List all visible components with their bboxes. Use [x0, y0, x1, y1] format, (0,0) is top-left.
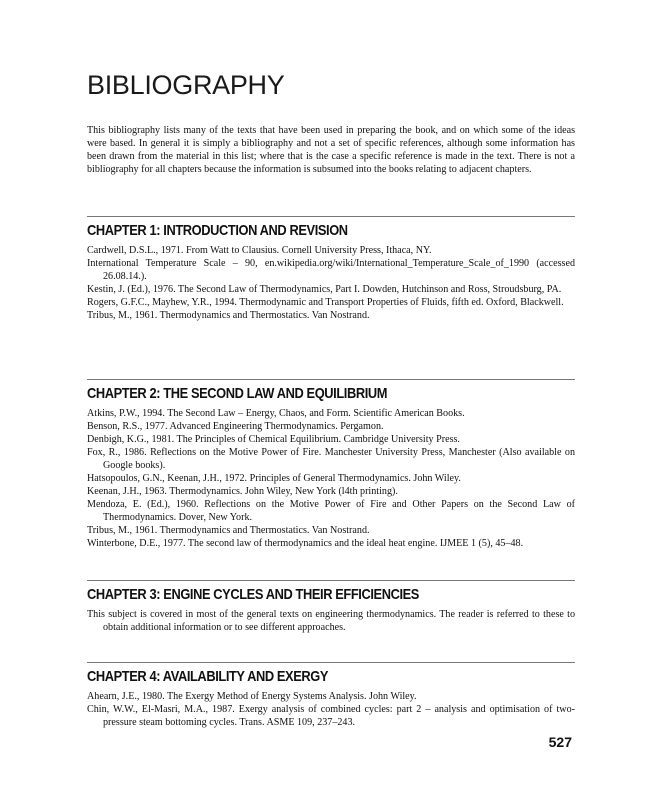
page-title: BIBLIOGRAPHY: [87, 70, 285, 100]
chapter-divider: [87, 379, 575, 380]
chapter-4-section: [87, 662, 575, 729]
reference-list: [87, 244, 575, 322]
chapter-heading: CHAPTER 3: ENGINE CYCLES AND THEIR EFFICIENCIES: [87, 587, 419, 603]
reference-entry: This subject is covered in most of the general texts on engineering thermodynamics. The reader is referred to these to obtain additional information or to see different approaches.: [87, 609, 575, 633]
chapter-divider: [87, 662, 575, 663]
reference-entry: International Temperature Scale – 90, en.wikipedia.org/wiki/International_Temperature_Scale_of_1990 (accessed 26.08.14.).: [87, 258, 575, 282]
chapter-3-section: [87, 580, 575, 634]
reference-list: [87, 690, 575, 729]
chapter-1-section: [87, 216, 575, 322]
reference-entry: Chin, W.W., El-Masri, M.A., 1987. Exergy analysis of combined cycles: part 2 – analysis and optimisation of two-pressure steam bottoming cycles. Trans. ASME 109, 237–243.: [87, 704, 575, 728]
chapter-heading: CHAPTER 1: INTRODUCTION AND REVISION: [87, 223, 348, 239]
reference-entry: Tribus, M., 1961. Thermodynamics and Thermostatics. Van Nostrand.: [87, 310, 370, 321]
reference-entry: Fox, R., 1986. Reflections on the Motive Power of Fire. Manchester University Press, Manchester (Also available on Google books).: [87, 447, 575, 471]
chapter-heading: CHAPTER 4: AVAILABILITY AND EXERGY: [87, 669, 329, 685]
reference-entry: Kestin, J. (Ed.), 1976. The Second Law of Thermodynamics, Part I. Dowden, Hutchinson and Ross, Stroudsburg, PA.: [87, 284, 562, 295]
reference-entry: Rogers, G.F.C., Mayhew, Y.R., 1994. Thermodynamic and Transport Properties of Fluids, fifth ed. Oxford, Blackwell.: [87, 297, 564, 308]
page-number: 527: [548, 734, 572, 750]
chapter-2-section: [87, 379, 575, 550]
reference-entry: Benson, R.S., 1977. Advanced Engineering Thermodynamics. Pergamon.: [87, 421, 384, 432]
reference-entry: Keenan, J.H., 1963. Thermodynamics. John Wiley, New York (l4th printing).: [87, 486, 398, 497]
reference-entry: Tribus, M., 1961. Thermodynamics and Thermostatics. Van Nostrand.: [87, 525, 370, 536]
reference-entry: Cardwell, D.S.L., 1971. From Watt to Clausius. Cornell University Press, Ithaca, NY.: [87, 245, 432, 256]
chapter-divider: [87, 216, 575, 217]
reference-list: [87, 608, 575, 634]
reference-list: [87, 407, 575, 550]
intro-paragraph: This bibliography lists many of the texts that have been used in preparing the book, and on which some of the ideas were based. In general it is simply a bibliography and not a set of specific references, although some information has been drawn from the material in this list; where that is the case a specific reference is made in the text. There is not a bibliography for all chapters because the information is subsumed into the books relating to adjacent chapters.: [87, 125, 575, 176]
reference-entry: Winterbone, D.E., 1977. The second law of thermodynamics and the ideal heat engine. IJMEE 1 (5), 45–48.: [87, 538, 524, 549]
chapter-divider: [87, 580, 575, 581]
reference-entry: Atkins, P.W., 1994. The Second Law – Energy, Chaos, and Form. Scientific American Books.: [87, 408, 465, 419]
reference-entry: Mendoza, E. (Ed.), 1960. Reflections on the Motive Power of Fire and Other Papers on the Second Law of Thermodynamics. Dover, New York.: [87, 499, 575, 523]
chapter-heading: CHAPTER 2: THE SECOND LAW AND EQUILIBRIUM: [87, 386, 388, 402]
reference-entry: Hatsopoulos, G.N., Keenan, J.H., 1972. Principles of General Thermodynamics. John Wiley.: [87, 473, 461, 484]
reference-entry: Ahearn, J.E., 1980. The Exergy Method of Energy Systems Analysis. John Wiley.: [87, 691, 417, 702]
reference-entry: Denbigh, K.G., 1981. The Principles of Chemical Equilibrium. Cambridge University Press.: [87, 434, 460, 445]
